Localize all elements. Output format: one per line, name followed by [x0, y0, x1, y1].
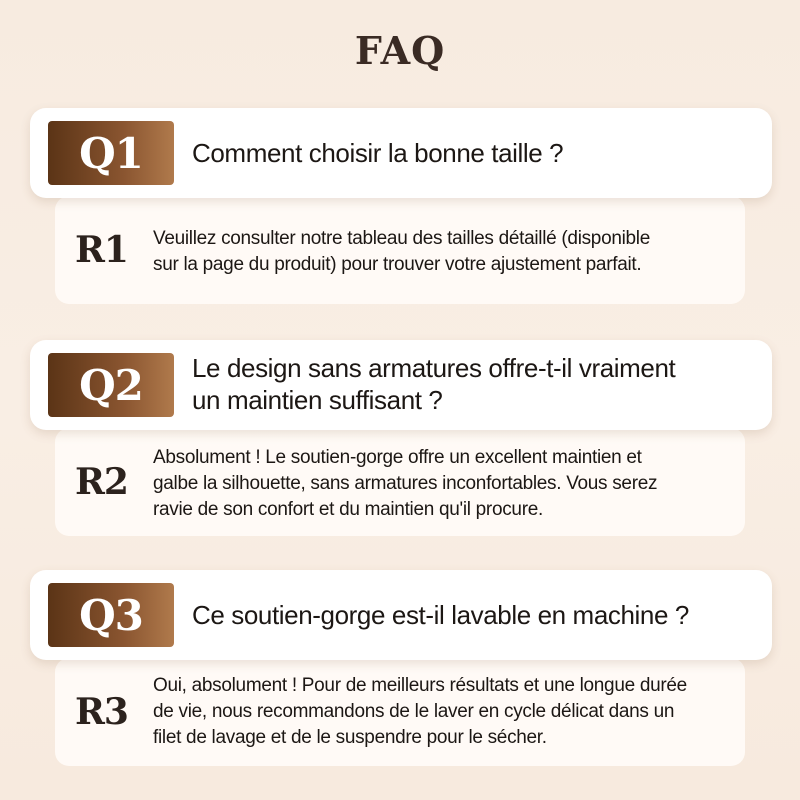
answer-label-r1: R1 — [75, 229, 128, 271]
answer-text-3 — [153, 673, 731, 751]
question-text-2 — [192, 352, 752, 416]
answer-line: filet de lavage et de le suspendre pour le sécher. — [153, 727, 547, 748]
question-badge-q3: Q3 — [48, 583, 174, 647]
answer-line: ravie de son confort et du maintien qu'il procure. — [153, 499, 543, 520]
question-text-1: Comment choisir la bonne taille ? — [192, 138, 564, 168]
answer-line: galbe la silhouette, sans armatures inconfortables. Vous serez — [153, 473, 658, 494]
question-line: Le design sans armatures offre-t-il vraiment — [192, 353, 676, 383]
answer-line: sur la page du produit) pour trouver votre ajustement parfait. — [153, 254, 642, 275]
question-card-1[interactable] — [30, 108, 772, 198]
question-badge-q1: Q1 — [48, 121, 174, 185]
answer-line: Absolument ! Le soutien-gorge offre un excellent maintien et — [153, 447, 642, 468]
page-title: FAQ — [354, 28, 446, 73]
question-line: un maintien suffisant ? — [192, 385, 443, 415]
answer-label-r2: R2 — [75, 461, 128, 503]
question-badge-q2: Q2 — [48, 353, 174, 417]
answer-text-2 — [153, 445, 731, 523]
answer-text-1 — [153, 226, 731, 278]
answer-card-1 — [55, 196, 745, 304]
question-card-3[interactable] — [30, 570, 772, 660]
answer-line: Veuillez consulter notre tableau des tailles détaillé (disponible — [153, 228, 650, 249]
question-card-2[interactable] — [30, 340, 772, 430]
answer-card-3 — [55, 658, 745, 766]
answer-label-r3: R3 — [75, 691, 128, 733]
question-text-3: Ce soutien-gorge est-il lavable en machine ? — [192, 600, 689, 630]
answer-line: de vie, nous recommandons de le laver en cycle délicat dans un — [153, 701, 675, 722]
answer-card-2 — [55, 428, 745, 536]
answer-line: Oui, absolument ! Pour de meilleurs résultats et une longue durée — [153, 675, 687, 696]
